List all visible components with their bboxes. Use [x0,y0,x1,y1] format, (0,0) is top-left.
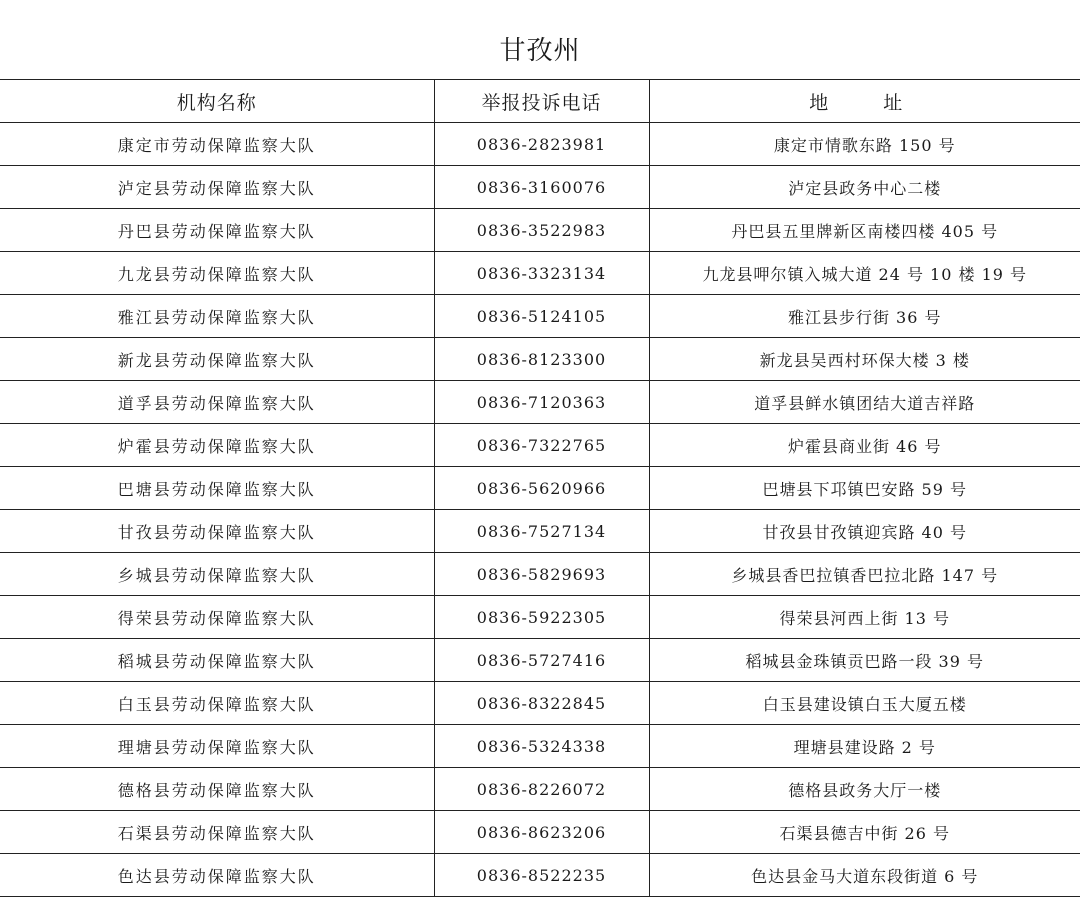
table-row [0,639,1080,682]
page-title: 甘孜州 [499,36,581,66]
address-cell: 石渠县德吉中街 26 号 [649,811,1080,854]
agency-name-cell: 康定市劳动保障监察大队 [0,123,434,166]
agency-name-cell: 九龙县劳动保障监察大队 [0,252,434,295]
table-row [0,811,1080,854]
phone-cell: 0836-5727416 [434,639,649,682]
address-cell: 稻城县金珠镇贡巴路一段 39 号 [649,639,1080,682]
table-row [0,553,1080,596]
address-cell: 炉霍县商业街 46 号 [649,424,1080,467]
table-row [0,252,1080,295]
address-cell: 得荣县河西上街 13 号 [649,596,1080,639]
agency-name-cell: 白玉县劳动保障监察大队 [0,682,434,725]
address-cell: 道孚县鲜水镇团结大道吉祥路 [649,381,1080,424]
phone-cell: 0836-7120363 [434,381,649,424]
phone-cell: 0836-5620966 [434,467,649,510]
agency-name-cell: 石渠县劳动保障监察大队 [0,811,434,854]
address-cell: 白玉县建设镇白玉大厦五楼 [649,682,1080,725]
table-row [0,295,1080,338]
phone-cell: 0836-2823981 [434,123,649,166]
phone-cell: 0836-5829693 [434,553,649,596]
phone-cell: 0836-3323134 [434,252,649,295]
agency-name-cell: 稻城县劳动保障监察大队 [0,639,434,682]
table-row [0,338,1080,381]
agency-name-cell: 雅江县劳动保障监察大队 [0,295,434,338]
table-row [0,424,1080,467]
agency-name-cell: 炉霍县劳动保障监察大队 [0,424,434,467]
header-agency-name: 机构名称 [0,80,434,123]
phone-cell: 0836-8322845 [434,682,649,725]
table-row [0,596,1080,639]
agency-name-cell: 巴塘县劳动保障监察大队 [0,467,434,510]
table-body [0,123,1080,897]
address-cell: 康定市情歌东路 150 号 [649,123,1080,166]
phone-cell: 0836-8522235 [434,854,649,897]
agency-name-cell: 色达县劳动保障监察大队 [0,854,434,897]
address-cell: 新龙县吴西村环保大楼 3 楼 [649,338,1080,381]
agency-name-cell: 乡城县劳动保障监察大队 [0,553,434,596]
address-cell: 雅江县步行街 36 号 [649,295,1080,338]
address-cell: 理塘县建设路 2 号 [649,725,1080,768]
agency-name-cell: 得荣县劳动保障监察大队 [0,596,434,639]
agency-name-cell: 道孚县劳动保障监察大队 [0,381,434,424]
table-row [0,854,1080,897]
table-row [0,510,1080,553]
address-cell: 巴塘县下邛镇巴安路 59 号 [649,467,1080,510]
table-row [0,123,1080,166]
phone-cell: 0836-5124105 [434,295,649,338]
table-row [0,166,1080,209]
phone-cell: 0836-8623206 [434,811,649,854]
table-row [0,725,1080,768]
header-address: 地 址 [649,80,1080,123]
phone-cell: 0836-7322765 [434,424,649,467]
address-cell: 泸定县政务中心二楼 [649,166,1080,209]
agency-name-cell: 理塘县劳动保障监察大队 [0,725,434,768]
address-cell: 丹巴县五里牌新区南楼四楼 405 号 [649,209,1080,252]
phone-cell: 0836-5922305 [434,596,649,639]
address-cell: 乡城县香巴拉镇香巴拉北路 147 号 [649,553,1080,596]
address-cell: 德格县政务大厅一楼 [649,768,1080,811]
agency-name-cell: 丹巴县劳动保障监察大队 [0,209,434,252]
table-row [0,768,1080,811]
agency-name-cell: 新龙县劳动保障监察大队 [0,338,434,381]
table-row [0,381,1080,424]
phone-cell: 0836-7527134 [434,510,649,553]
address-cell: 色达县金马大道东段街道 6 号 [649,854,1080,897]
phone-cell: 0836-8123300 [434,338,649,381]
contact-table [0,79,1080,897]
table-header-row [0,80,1080,123]
agency-name-cell: 泸定县劳动保障监察大队 [0,166,434,209]
table-row [0,209,1080,252]
address-cell: 九龙县呷尔镇入城大道 24 号 10 楼 19 号 [649,252,1080,295]
agency-name-cell: 甘孜县劳动保障监察大队 [0,510,434,553]
phone-cell: 0836-3160076 [434,166,649,209]
header-complaint-phone: 举报投诉电话 [434,80,649,123]
phone-cell: 0836-5324338 [434,725,649,768]
agency-name-cell: 德格县劳动保障监察大队 [0,768,434,811]
phone-cell: 0836-8226072 [434,768,649,811]
table-row [0,467,1080,510]
address-cell: 甘孜县甘孜镇迎宾路 40 号 [649,510,1080,553]
phone-cell: 0836-3522983 [434,209,649,252]
table-row [0,682,1080,725]
